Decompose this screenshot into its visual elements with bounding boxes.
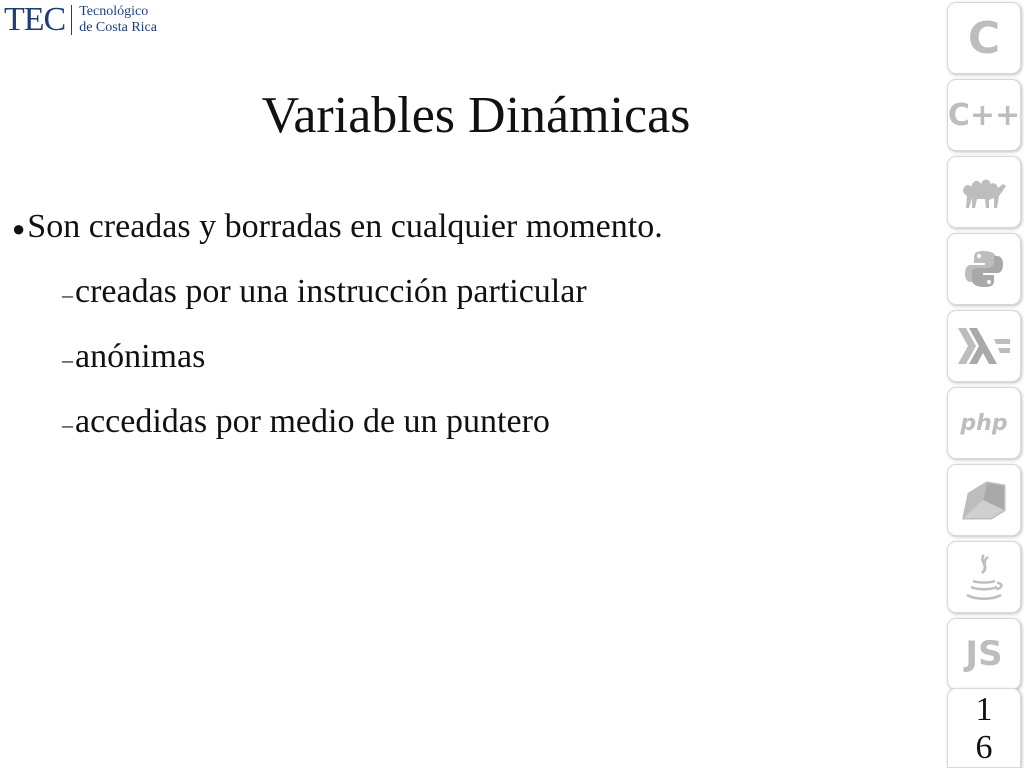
js-icon-label: JS xyxy=(965,634,1003,674)
logo-line-2: de Costa Rica xyxy=(79,20,157,35)
cpp-language-icon xyxy=(947,79,1021,151)
sub-bullet-item xyxy=(62,400,663,447)
bullet-marker: ● xyxy=(12,216,26,241)
php-icon-label: php xyxy=(960,410,1008,436)
cpp-icon-label: C++ xyxy=(947,97,1021,133)
slide-title: Variables Dinámicas xyxy=(261,87,691,144)
sub-bullet-marker: – xyxy=(62,282,73,307)
c-icon-label: C xyxy=(967,12,1001,64)
tec-logo xyxy=(4,2,157,38)
sub-bullet-marker: – xyxy=(62,347,73,372)
logo-institution-name xyxy=(79,4,157,36)
logo-divider xyxy=(71,5,72,35)
java-coffee-icon xyxy=(947,541,1021,613)
page-number-digit-1: 1 xyxy=(975,691,993,728)
slide-page-number xyxy=(947,688,1021,768)
ruby-gem-icon xyxy=(947,464,1021,536)
page-number-digit-2: 6 xyxy=(975,729,993,766)
haskell-icon xyxy=(947,310,1021,382)
sub-bullet-marker: – xyxy=(62,412,73,437)
slide-content xyxy=(12,205,663,447)
sub-bullet-item xyxy=(62,270,663,317)
logo-line-1: Tecnológico xyxy=(79,4,149,19)
python-icon xyxy=(947,233,1021,305)
sub-bullet-item xyxy=(62,335,663,382)
sub-bullet-text: creadas por una instrucción particular xyxy=(75,273,587,310)
php-icon xyxy=(947,387,1021,459)
bullet-item xyxy=(12,205,663,252)
language-icon-bar xyxy=(944,0,1024,768)
sub-bullet-text: accedidas por medio de un puntero xyxy=(75,403,550,440)
javascript-icon xyxy=(947,618,1021,690)
c-language-icon xyxy=(947,2,1021,74)
perl-camel-icon xyxy=(947,156,1021,228)
logo-tec-text: TEC xyxy=(4,1,66,38)
sub-bullet-text: anónimas xyxy=(75,338,206,375)
bullet-text: Son creadas y borradas en cualquier momento. xyxy=(27,208,663,245)
